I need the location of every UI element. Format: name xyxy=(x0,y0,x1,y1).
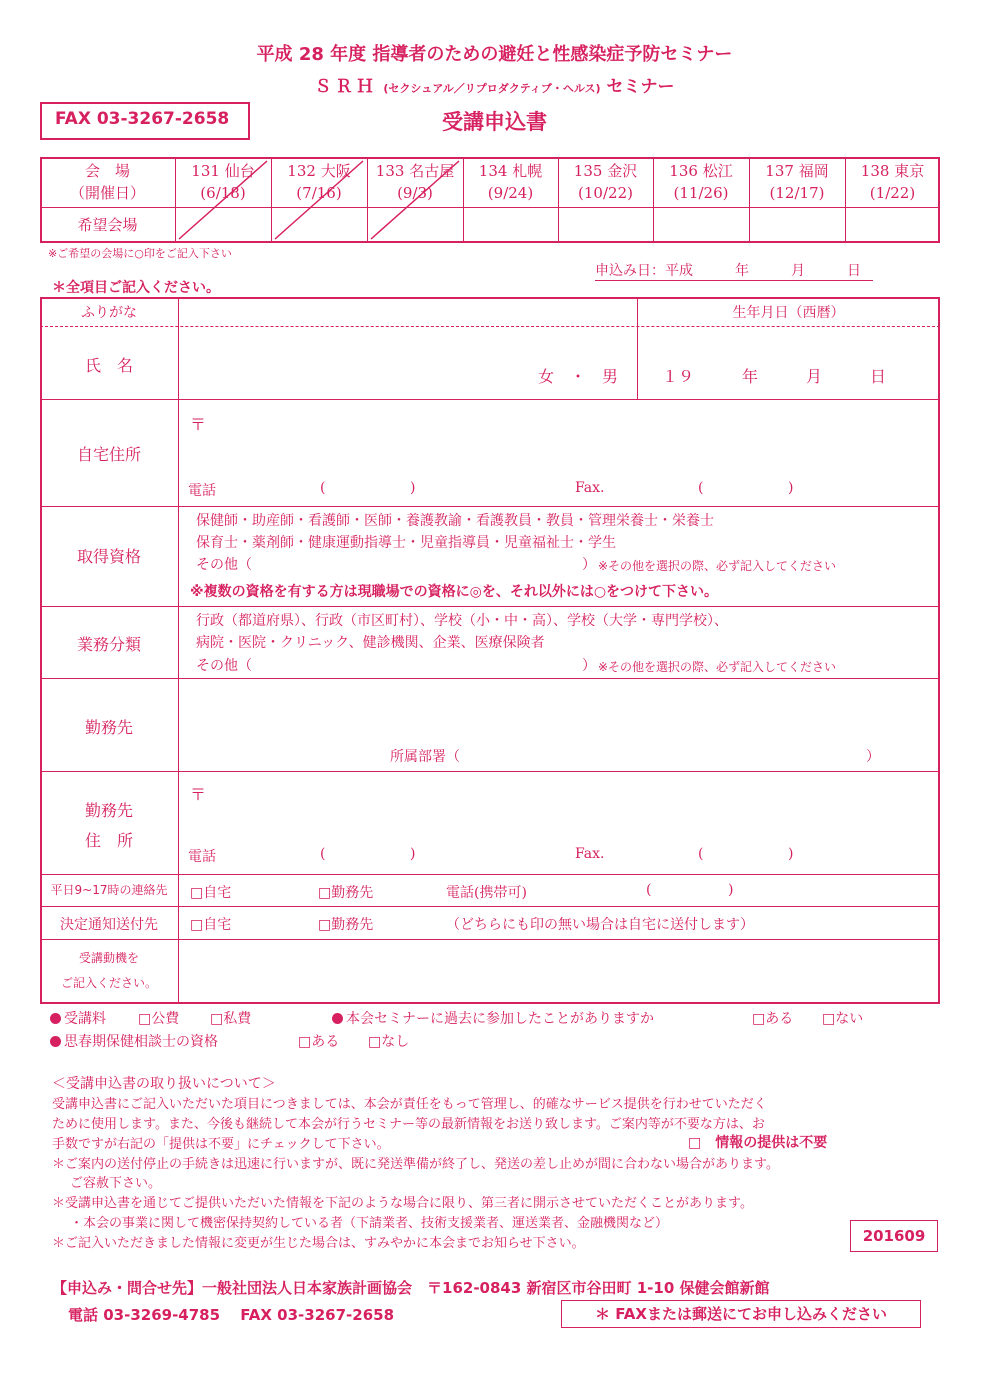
department-label: 所属部署（ xyxy=(390,749,460,765)
contact-office-checkbox[interactable]: □勤務先 xyxy=(318,885,374,901)
privacy-p8: ＊ご記入いただきました情報に変更が生じた場合は、すみやかに本会までお知らせ下さい。 xyxy=(52,1236,585,1251)
past-no-checkbox[interactable]: □ない xyxy=(822,1011,864,1027)
footer-contact: 【申込み・問合せ先】一般社団法人日本家族計画協会 〒162-0843 新宿区市谷田町 1-10 保健会館新館 xyxy=(52,1279,770,1297)
venue-head-1: 会 場 xyxy=(84,162,130,180)
venue-134: 134 札幌 (9/24) xyxy=(478,162,543,202)
home-fax-close: ) xyxy=(788,480,794,496)
motivation-input[interactable] xyxy=(180,942,938,1002)
workplace-fax-input[interactable] xyxy=(708,844,786,866)
qualification-label: 取得資格 xyxy=(76,547,141,566)
qualification-line-1[interactable]: 保健師・助産師・看護師・医師・養護教諭・看護教員・教員・管理栄養士・栄養士 xyxy=(196,513,714,529)
furigana-input[interactable] xyxy=(180,298,636,326)
counselor-bullet-icon xyxy=(50,1036,61,1047)
footer-tel-fax: 電話 03-3269-4785 FAX 03-3267-2658 xyxy=(68,1306,395,1324)
venue-136: 136 松江 (11/26) xyxy=(669,162,733,202)
application-date[interactable]: 申込み日：平成 年 月 日 xyxy=(595,260,873,281)
venue-138: 138 東京 (1/22) xyxy=(860,162,925,202)
privacy-p6: ＊受講申込書を通じてご提供いただいた情報を下記のような場合に限り、第三者に開示させていただくことがあります。 xyxy=(52,1196,753,1211)
closed-slash-131 xyxy=(175,157,271,243)
home-address-label: 自宅住所 xyxy=(76,445,141,464)
counselor-yes-checkbox[interactable]: □ある xyxy=(298,1034,340,1050)
birth-label: 生年月日（西暦） xyxy=(732,305,845,321)
venue-note: ※ご希望の会場に○印をご記入下さい xyxy=(48,247,232,260)
subtitle-main: ＳＲＨ xyxy=(314,77,378,97)
contact-home-checkbox[interactable]: □自宅 xyxy=(190,885,232,901)
qualification-note: ※複数の資格を有する方は現職場での資格に◎を、それ以外には○をつけて下さい。 xyxy=(190,584,719,600)
department-input[interactable] xyxy=(480,744,865,766)
subtitle-note: (セクシュアル／リプロダクティブ・ヘルス) xyxy=(383,82,601,95)
footer-fax-note: ＊ FAXまたは郵送にてお申し込みください xyxy=(561,1300,921,1328)
work-category-label: 業務分類 xyxy=(76,635,141,654)
workplace-address-label xyxy=(40,796,178,856)
workplace-address-label-1: 勤務先 xyxy=(84,801,133,820)
birth-date-input[interactable]: １９ 年 月 日 xyxy=(662,367,887,386)
closed-slash-132 xyxy=(271,157,367,243)
past-label: 本会セミナーに過去に参加したことがありますか xyxy=(346,1011,654,1027)
workplace-label: 勤務先 xyxy=(84,718,133,737)
home-fax-label: Fax. xyxy=(575,480,605,496)
work-category-other-end: ） xyxy=(582,658,596,674)
venue-132: 132 大阪 (7/16) xyxy=(287,162,351,202)
wish-cell-137[interactable] xyxy=(749,208,845,242)
workplace-fax-open: ( xyxy=(698,846,704,862)
workplace-input[interactable] xyxy=(180,682,938,738)
venue-131: 131 仙台 (6/18) xyxy=(191,162,255,202)
home-tel-open: ( xyxy=(320,480,326,496)
workplace-address-input[interactable] xyxy=(180,774,938,840)
seminar-title: 平成 28 年度 指導者のための避妊と性感染症予防セミナー xyxy=(256,44,733,65)
workplace-tel-close: ) xyxy=(410,846,416,862)
privacy-p4: ＊ご案内の送付停止の手続きは迅速に行いますが、既に発送準備が終了し、発送の差し止めが間に合わない場合があります。 xyxy=(52,1157,779,1172)
fee-row xyxy=(50,1008,106,1028)
privacy-p2: ために使用します。また、今後も継続して本会が行うセミナー等の最新情報をお送り致します。ご案内等が不要な方は、お xyxy=(52,1117,765,1132)
contact-mobile-close: ) xyxy=(728,882,734,898)
wish-cell-135[interactable] xyxy=(558,208,653,242)
workplace-fax-label: Fax. xyxy=(575,846,605,862)
workplace-postal-mark: 〒 xyxy=(190,785,207,804)
past-question xyxy=(332,1008,654,1028)
motivation-label-1: 受講動機を xyxy=(78,951,139,965)
opt-out-checkbox[interactable]: □ 情報の提供は不要 xyxy=(688,1135,828,1151)
qualification-line-2[interactable]: 保育士・薬剤師・健康運動指導士・児童指導員・児童福祉士・学生 xyxy=(196,535,616,551)
name-label: 氏 名 xyxy=(84,356,133,375)
qualification-other-input[interactable] xyxy=(270,553,580,573)
home-tel-label: 電話 xyxy=(188,483,216,499)
venue-137: 137 福岡 (12/17) xyxy=(765,162,829,202)
home-tel-close: ) xyxy=(410,480,416,496)
notice-note: （どちらにも印の無い場合は自宅に送付します） xyxy=(446,917,754,933)
counselor-label: 思春期保健相談士の資格 xyxy=(64,1034,218,1050)
contact-mobile-open: ( xyxy=(646,882,652,898)
name-input[interactable] xyxy=(180,328,520,398)
workplace-address-label-2: 住 所 xyxy=(84,831,133,850)
venue-135: 135 金沢 (10/22) xyxy=(573,162,638,202)
privacy-p5: ご容赦下さい。 xyxy=(70,1176,162,1191)
form-code: 201609 xyxy=(850,1220,938,1252)
fee-bullet-icon xyxy=(50,1013,61,1024)
workplace-fax-close: ) xyxy=(788,846,794,862)
counselor-row xyxy=(50,1031,218,1051)
closed-slash-133 xyxy=(367,157,463,243)
fee-private-checkbox[interactable]: □私費 xyxy=(210,1011,252,1027)
workplace-tel-label: 電話 xyxy=(188,849,216,865)
venue-133: 133 名古屋 (9/3) xyxy=(375,162,455,202)
wish-cell-134[interactable] xyxy=(463,208,558,242)
home-fax-input[interactable] xyxy=(708,478,786,500)
department-end: ） xyxy=(866,749,880,765)
required-note: ＊全項目ご記入ください。 xyxy=(52,280,220,296)
privacy-p3: 手数ですが右記の「提供は不要」にチェックして下さい。 xyxy=(52,1137,390,1152)
wish-label: 希望会場 xyxy=(77,216,138,234)
counselor-no-checkbox[interactable]: □なし xyxy=(368,1034,410,1050)
venue-head-2: （開催日） xyxy=(69,184,145,202)
fee-public-checkbox[interactable]: □公費 xyxy=(138,1011,180,1027)
workplace-tel-input[interactable] xyxy=(330,844,410,866)
privacy-p7: ・本会の事業に関して機密保持契約している者（下請業者、技術支援業者、運送業者、金融機関など） xyxy=(70,1216,669,1231)
venue-head-label xyxy=(40,160,175,204)
home-postal-mark: 〒 xyxy=(190,415,207,434)
notice-destination-label: 決定通知送付先 xyxy=(60,917,158,933)
past-yes-checkbox[interactable]: □ある xyxy=(752,1011,794,1027)
workplace-tel-open: ( xyxy=(320,846,326,862)
work-category-line-1[interactable]: 行政（都道府県）、行政（市区町村）、学校（小・中・高）、学校（大学・専門学校）、 xyxy=(196,613,728,629)
furigana-label: ふりがな xyxy=(81,305,137,321)
privacy-heading: ＜受講申込書の取り扱いについて＞ xyxy=(52,1076,276,1092)
fee-label: 受講料 xyxy=(64,1011,106,1027)
home-address-input[interactable] xyxy=(180,402,938,474)
fax-number: FAX 03-3267-2658 xyxy=(55,109,230,129)
qualification-other: その他（ xyxy=(196,557,252,573)
gender-select[interactable]: 女 ・ 男 xyxy=(538,367,619,386)
contact-mobile-label: 電話(携帯可) xyxy=(446,885,527,901)
work-category-other-input[interactable] xyxy=(270,654,580,674)
wish-cell-136[interactable] xyxy=(653,208,749,242)
notice-home-checkbox[interactable]: □自宅 xyxy=(190,917,232,933)
contact-mobile-input[interactable] xyxy=(656,880,728,902)
subtitle-end: セミナー xyxy=(606,77,675,97)
weekday-contact-label: 平日9~17時の連絡先 xyxy=(50,883,168,897)
notice-office-checkbox[interactable]: □勤務先 xyxy=(318,917,374,933)
qualification-other-end: ） xyxy=(582,557,596,573)
past-bullet-icon xyxy=(332,1013,343,1024)
home-tel-input[interactable] xyxy=(330,478,410,500)
motivation-label-2: ご記入ください。 xyxy=(60,976,157,990)
qualification-other-note: ※その他を選択の際、必ず記入してください xyxy=(598,559,837,573)
motivation-label xyxy=(40,946,178,996)
form-title: 受講申込書 xyxy=(442,110,547,134)
work-category-line-2[interactable]: 病院・医院・クリニック、健診機関、企業、医療保険者 xyxy=(196,635,545,651)
work-category-other-note: ※その他を選択の際、必ず記入してください xyxy=(598,660,837,674)
home-fax-open: ( xyxy=(698,480,704,496)
work-category-other: その他（ xyxy=(196,658,252,674)
privacy-p1: 受講申込書にご記入いただいた項目につきましては、本会が責任をもって管理し、的確なサービス提供を行わせていただく xyxy=(52,1097,767,1112)
seminar-subtitle xyxy=(0,72,989,97)
wish-cell-138[interactable] xyxy=(845,208,940,242)
